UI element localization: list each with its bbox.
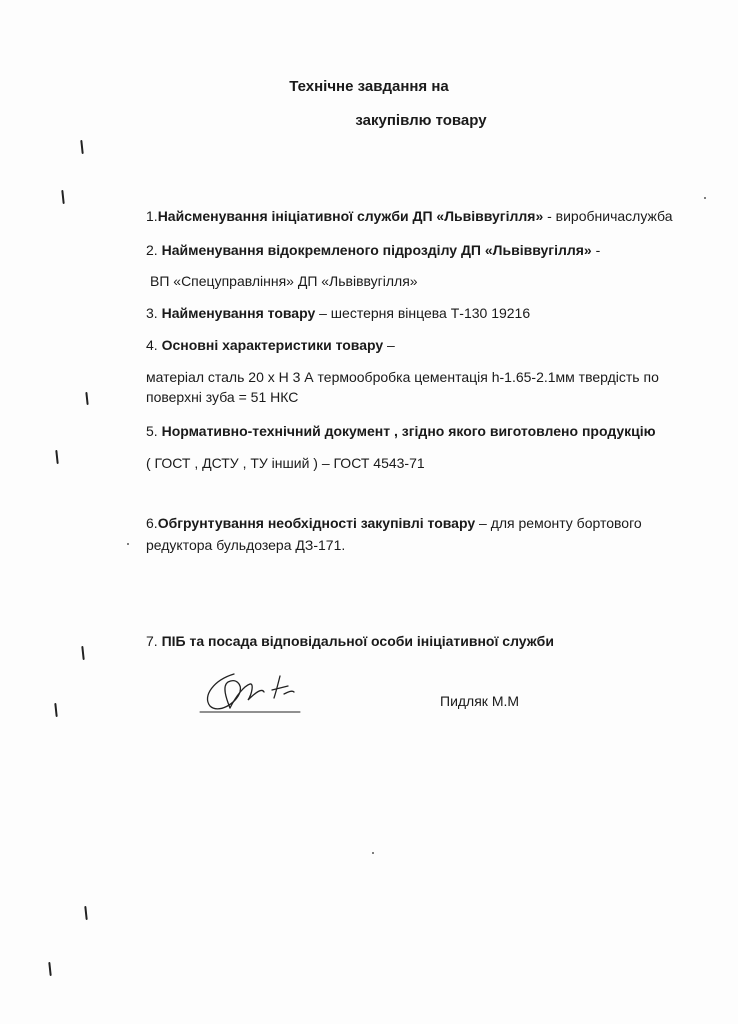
item-4-label: Основні характеристики товару [161,337,384,353]
scan-speck [704,197,706,199]
item-7-label: ПІБ та посада відповідальної особи ініціативної служби [161,633,554,649]
document-title-line-1: Технічне завдання на [289,78,449,95]
scan-speck [372,852,374,854]
item-1 [146,208,673,224]
item-7 [146,633,554,649]
item-3-label: Найменування товару [161,305,316,321]
scan-mark [84,906,87,920]
item-4-value: – [383,337,395,353]
scan-mark [48,962,51,976]
item-4-number: 4. [146,337,162,353]
item-2 [146,242,600,258]
scan-mark [80,140,83,154]
item-6-continuation: редуктора бульдозера ДЗ-171. [146,537,346,553]
scan-mark [85,392,88,405]
scan-speck [127,543,129,545]
item-6-value: – для ремонту бортового [475,515,642,531]
item-3-value: – шестерня вінцева Т-130 19216 [315,305,531,321]
scan-mark [55,450,58,464]
item-2-value: - [591,242,601,258]
item-5 [146,423,656,439]
item-6-number: 6. [146,515,158,531]
item-6 [146,515,642,531]
item-1-value: - виробничаслужба [543,208,673,224]
item-4-continuation-2: поверхні зуба = 51 НКС [146,389,299,405]
item-5-label: Нормативно-технічний документ , згідно якого виготовлено продукцію [161,423,656,439]
item-3 [146,305,530,321]
item-2-number: 2. [146,242,162,258]
signatory-name: Пидляк М.М [440,693,520,709]
scan-mark [54,703,57,717]
document-title-line-2: закупівлю товару [355,112,487,129]
item-2-label: Найменування відокремленого підрозділу ДП «Львіввугілля» [161,242,592,258]
item-6-label: Обгрунтування необхідності закупівлі товару [157,515,476,531]
item-5-number: 5. [146,423,162,439]
scan-mark [81,646,84,660]
item-4-continuation-1: матеріал сталь 20 х Н 3 А термообробка цементація h-1.65-2.1мм твердість по [146,369,659,385]
item-2-continuation: ВП «Спецуправління» ДП «Львіввугілля» [150,273,418,289]
item-4 [146,337,395,353]
handwritten-signature [196,668,306,720]
item-1-number: 1. [146,208,158,224]
item-3-number: 3. [146,305,162,321]
item-5-continuation: ( ГОСТ , ДСТУ , ТУ інший ) – ГОСТ 4543-71 [146,455,425,471]
item-7-number: 7. [146,633,162,649]
item-1-label: Найсменування ініціативної служби ДП «Львіввугілля» [157,208,544,224]
scan-mark [61,190,64,204]
